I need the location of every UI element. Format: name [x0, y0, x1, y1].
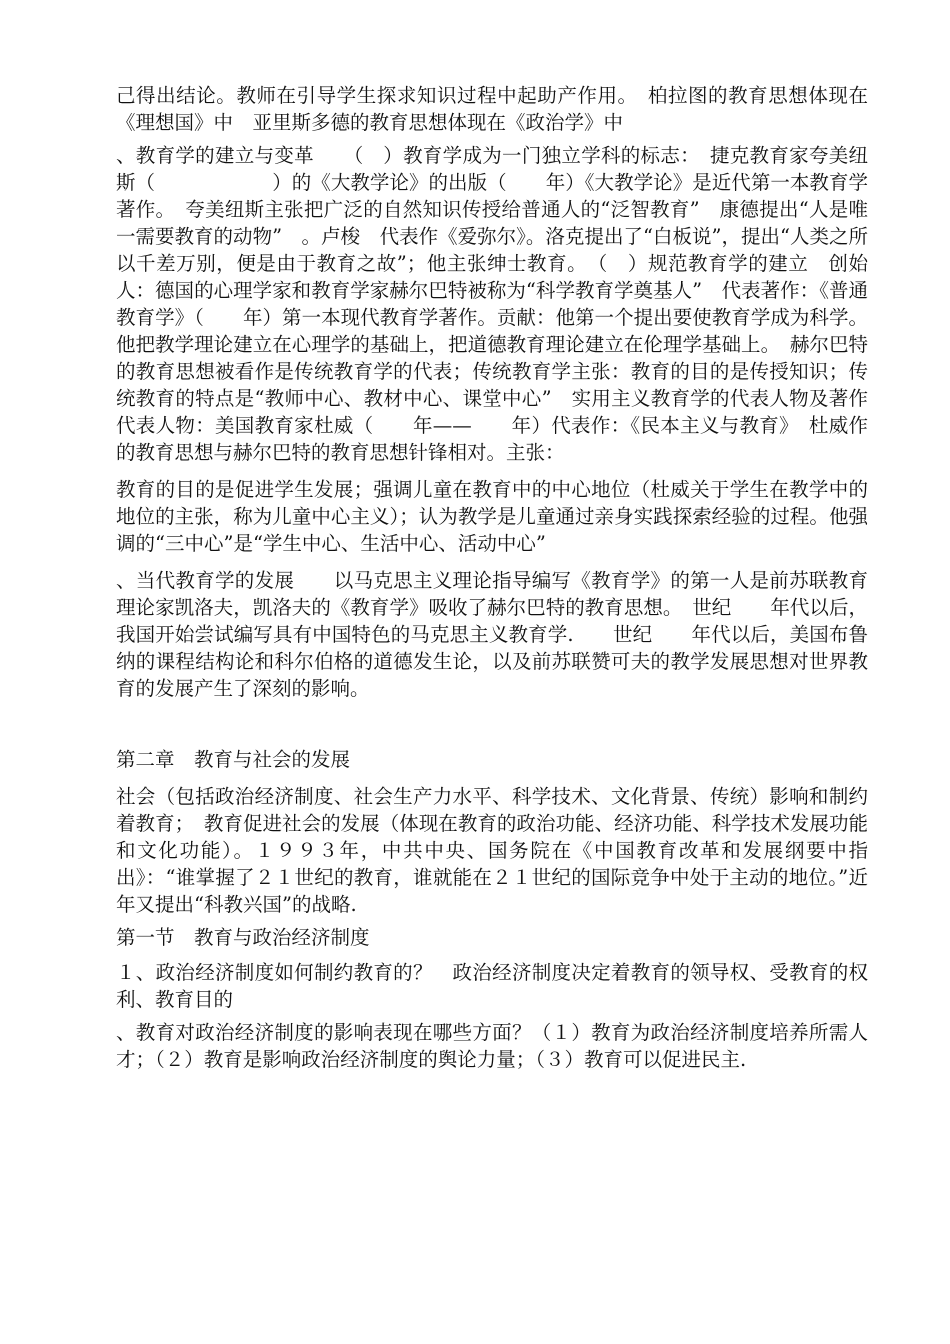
paragraph-greek-educators: 己得出结论。教师在引导学生探求知识过程中起助产作用。 柏拉图的教育思想体现在《理想国》中 亚里斯多德的教育思想体现在《政治学》中 — [116, 84, 868, 134]
paragraph-chapter-intro: 社会（包括政治经济制度、社会生产力水平、科学技术、文化背景、传统）影响和制约着教育； 教育促进社会的发展（体现在教育的政治功能、经济功能、科学技术发展功能和文化功能）。１９９３年，中共中央、国务院在《中国教育改革和发展纲要中指出》：“谁掌握了２１世纪的教育，谁就能在２１世纪的国际竞争中处于主动的地位。”近年又提出“科教兴国”的战略. — [116, 785, 868, 916]
paragraph-political-economic-constraints: １、政治经济制度如何制约教育的？ 政治经济制度决定着教育的领导权、受教育的权利、教育目的 — [116, 961, 868, 1011]
section-title: 第一节 教育与政治经济制度 — [116, 926, 370, 949]
paragraph-establishment-of-pedagogy: 、教育学的建立与变革 （ ）教育学成为一门独立学科的标志： 捷克教育家夸美纽斯（ ）的《大教学论》的出版（ 年）《大教学论》是近代第一本教育学著作。 夸美纽斯主张把广泛的自然知识传授给普通人的“泛智教育” 康德提出“人是唯一需要教育的动物” 。卢梭 代表作《爱弥尔》。洛克提出了“白板说”，提出“人类之所以千差万别，便是由于教育之故”；他主张绅士教育。 （ ）规范教育学的建立 创始人：德国的心理学家和教育学家赫尔巴特被称为“科学教育学奠基人” 代表著作：《普通教育学》（ 年）第一本现代教育学著作。贡献：他第一个提出要使教育学成为科学。他把教学理论建立在心理学的基础上，把道德教育理论建立在伦理学基础上。 赫尔巴特的教育思想被看作是传统教育学的代表；传统教育学主张：教育的目的是传授知识；传统教育的特点是“教师中心、教材中心、课堂中心” 实用主义教育学的代表人物及著作 代表人物：美国教育家杜威（ 年—— 年）代表作：《民本主义与教育》 杜威作的教育思想与赫尔巴特的教育思想针锋相对。主张： — [116, 144, 927, 464]
paragraph-contemporary-pedagogy: 、当代教育学的发展 以马克思主义理论指导编写《教育学》的第一人是前苏联教育理论家凯洛夫，凯洛夫的《教育学》吸收了赫尔巴特的教育思想。 世纪 年代以后，我国开始尝试编写具有中国特色的马克思主义教育学. 世纪 年代以后，美国布鲁纳的课程结构论和科尔伯格的道德发生论，以及前苏联赞可夫的教学发展思想对世界教育的发展产生了深刻的影响。 — [116, 569, 868, 700]
paragraph-dewey-views: 教育的目的是促进学生发展；强调儿童在教育中的中心地位（杜威关于学生在教学中的地位的主张，称为儿童中心主义）；认为教学是儿童通过亲身实践探索经验的过程。他强调的“三中心”是“学生中心、生活中心、活动中心” — [116, 478, 868, 555]
document-page — [116, 82, 927, 1083]
paragraph-education-influence: 、教育对政治经济制度的影响表现在哪些方面？（１）教育为政治经济制度培养所需人才；（２）教育是影响政治经济制度的舆论力量；（３）教育可以促进民主. — [116, 1021, 868, 1071]
chapter-title: 第二章 教育与社会的发展 — [116, 748, 351, 771]
